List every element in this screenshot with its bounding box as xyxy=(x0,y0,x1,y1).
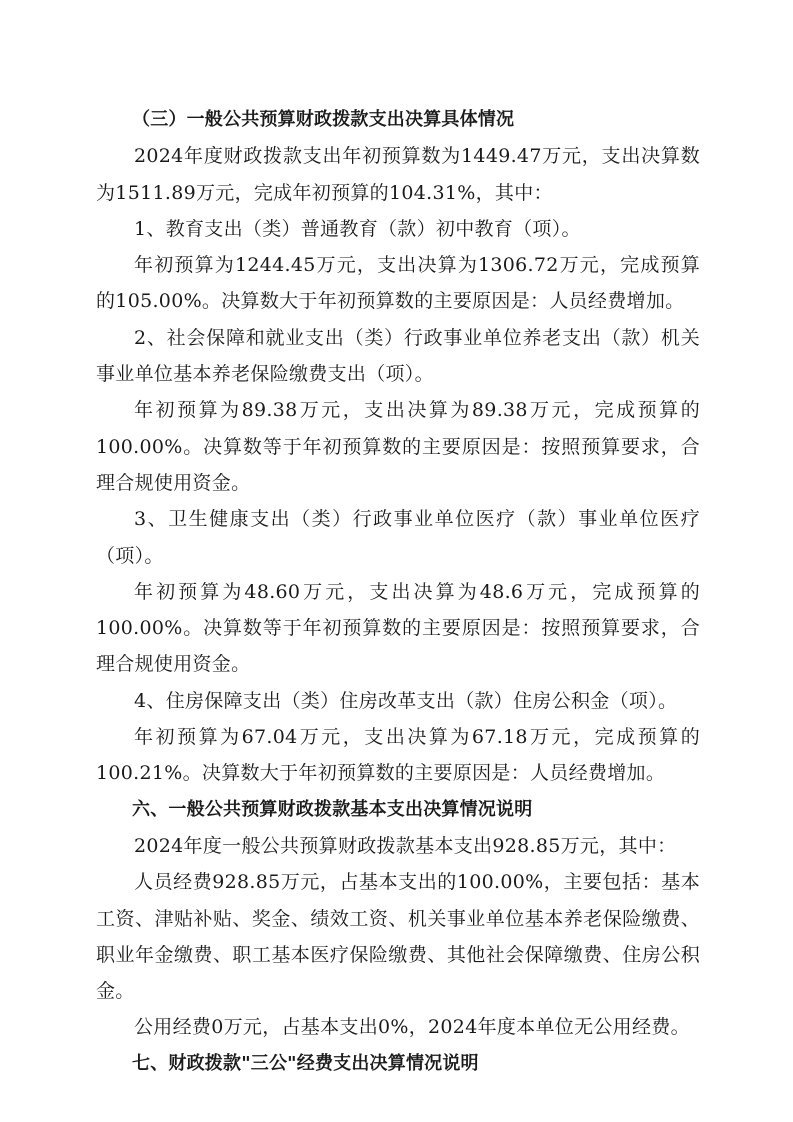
item-detail-1: 年初预算为1244.45万元，支出决算为1306.72万元，完成预算的105.00%。决算数大于年初预算数的主要原因是：人员经费增加。 xyxy=(96,254,700,313)
item-title-2: 2、社会保障和就业支出（类）行政事业单位养老支出（款）机关事业单位基本养老保险缴费支出（项）。 xyxy=(96,326,700,386)
subsection-heading: （三）一般公共预算财政拨款支出决算具体情况 xyxy=(132,109,515,130)
section-6-paragraph-3: 公用经费0万元，占基本支出0%，2024年度本单位无公用经费。 xyxy=(134,1016,690,1039)
item-detail-4: 年初预算为67.04万元，支出决算为67.18万元，完成预算的100.21%。决算数大于年初预算数的主要原因是：人员经费增加。 xyxy=(96,726,700,785)
item-title-3: 3、卫生健康支出（类）行政事业单位医疗（款）事业单位医疗（项）。 xyxy=(96,508,700,567)
item-title-1: 1、教育支出（类）普通教育（款）初中教育（项）。 xyxy=(134,217,581,240)
section-6-paragraph-2: 人员经费928.85万元，占基本支出的100.00%，主要包括：基本工资、津贴补贴、奖金、绩效工资、机关事业单位基本养老保险缴费、职业年金缴费、职工基本医疗保险缴费、其他社会保障缴费、住房公积金。 xyxy=(96,871,700,1003)
item-title-4: 4、住房保障支出（类）住房改革支出（款）住房公积金（项）。 xyxy=(134,689,678,712)
intro-paragraph: 2024年度财政拨款支出年初预算数为1449.47万元，支出决算数为1511.89万元，完成年初预算的104.31%，其中： xyxy=(96,145,700,204)
section-7-heading: 七、财政拨款"三公"经费支出决算情况说明 xyxy=(132,1052,479,1074)
document-body xyxy=(96,102,700,1082)
item-detail-2: 年初预算为89.38万元，支出决算为89.38万元，完成预算的100.00%。决算数等于年初预算数的主要原因是：按照预算要求，合理合规使用资金。 xyxy=(96,399,700,494)
section-6-paragraph-1: 2024年度一般公共预算财政拨款基本支出928.85万元，其中： xyxy=(134,834,677,857)
item-detail-3: 年初预算为48.60万元，支出决算为48.6万元，完成预算的100.00%。决算数等于年初预算数的主要原因是：按照预算要求，合理合规使用资金。 xyxy=(96,580,700,676)
section-6-heading: 六、一般公共预算财政拨款基本支出决算情况说明 xyxy=(132,798,533,820)
